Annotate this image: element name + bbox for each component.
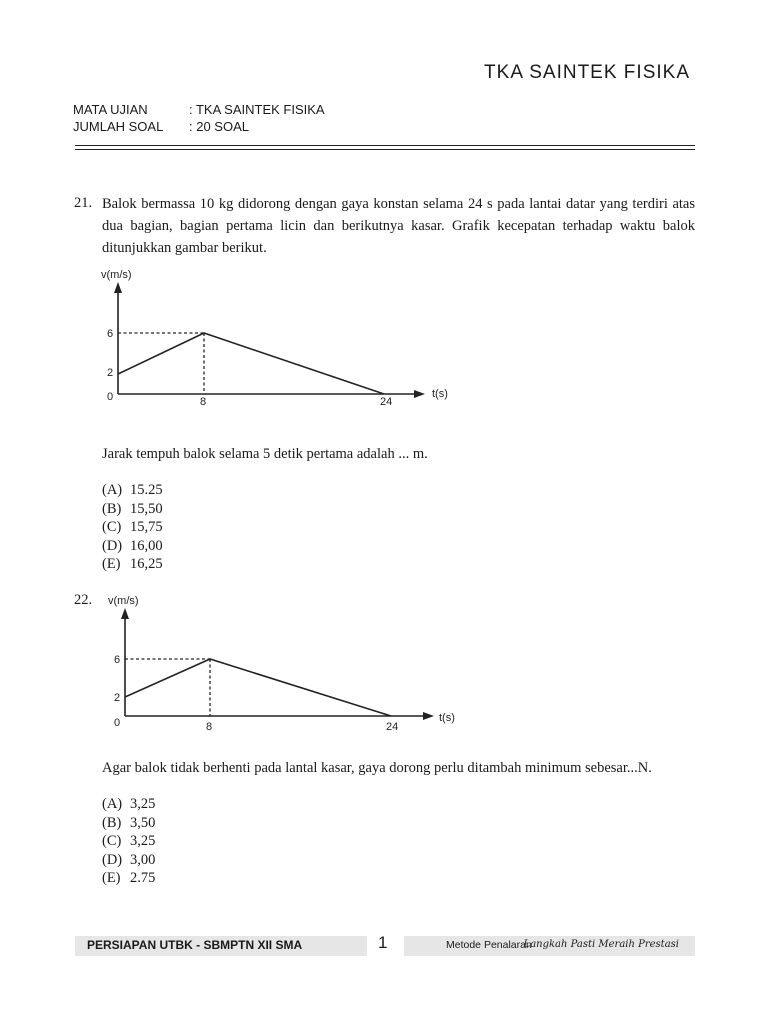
question-prompt: Jarak tempuh balok selama 5 detik pertama adalah ... m. xyxy=(102,446,428,462)
meta-value: : TKA SAINTEK FISIKA xyxy=(189,102,325,117)
y-axis-arrow xyxy=(121,608,129,619)
y-tick-6: 6 xyxy=(114,654,121,666)
option-a[interactable]: (A) 15.25 xyxy=(102,482,163,498)
velocity-line xyxy=(118,333,384,394)
y-tick-2: 2 xyxy=(114,692,121,704)
y-tick-6: 6 xyxy=(107,328,114,340)
question-text: Balok bermassa 10 kg didorong dengan gaya konstan selama 24 s pada lantai datar yang terdiri atas dua bagian, bagian pertama licin dan berikutnya kasar. Grafik kecepatan terhadap waktu balok ditunjukkan gambar berikut. xyxy=(102,196,695,256)
footer-right-bar xyxy=(404,936,695,956)
question-prompt: Agar balok tidak berhenti pada lantal kasar, gaya dorong perlu ditambah minimum sebesar...N. xyxy=(102,760,652,776)
x-axis-arrow xyxy=(414,390,425,398)
answer-options xyxy=(102,795,155,888)
footer-course-label: PERSIAPAN UTBK - SBMPTN XII SMA xyxy=(87,938,303,952)
option-a[interactable]: (A) 3,25 xyxy=(102,796,156,812)
x-tick-8: 8 xyxy=(200,396,207,408)
x-tick-24: 24 xyxy=(386,721,399,733)
option-d[interactable]: (D) 16,00 xyxy=(102,537,163,554)
option-e[interactable]: (E) 16,25 xyxy=(102,556,163,573)
option-d[interactable]: (D) 3,00 xyxy=(102,851,156,868)
option-b[interactable]: (B) 15,50 xyxy=(102,500,163,517)
velocity-line xyxy=(125,659,391,716)
origin-label: 0 xyxy=(114,717,121,729)
x-axis-arrow xyxy=(423,712,434,720)
x-axis-label: t(s) xyxy=(432,388,448,400)
option-c[interactable]: (C) 3,25 xyxy=(102,833,156,850)
option-b[interactable]: (B) 3,50 xyxy=(102,814,156,831)
x-tick-8: 8 xyxy=(206,721,213,733)
velocity-time-graph xyxy=(102,588,472,738)
option-e[interactable]: (E) 2.75 xyxy=(102,870,156,887)
answer-options xyxy=(102,481,163,574)
page-number: 1 xyxy=(378,933,388,952)
footer-method-label: Metode Penalaran xyxy=(446,939,532,951)
question-number: 21. xyxy=(74,195,93,211)
option-c[interactable]: (C) 15,75 xyxy=(102,519,163,536)
x-axis-label: t(s) xyxy=(439,712,455,724)
velocity-time-graph xyxy=(95,262,465,412)
meta-row-count xyxy=(73,119,249,134)
y-axis-label: v(m/s) xyxy=(101,269,132,281)
meta-key: MATA UJIAN xyxy=(73,102,148,117)
y-axis-label: v(m/s) xyxy=(108,595,139,607)
question-number: 22. xyxy=(74,592,93,608)
footer-slogan: Langkah Pasti Meraih Prestasi xyxy=(523,939,679,950)
header-divider xyxy=(75,145,695,150)
y-tick-2: 2 xyxy=(107,367,114,379)
footer-left-bar xyxy=(75,936,367,956)
y-axis-arrow xyxy=(114,282,122,293)
document-title: TKA SAINTEK FISIKA xyxy=(484,62,690,83)
x-tick-24: 24 xyxy=(380,396,393,408)
meta-row-subject xyxy=(73,102,325,117)
meta-value: : 20 SOAL xyxy=(189,119,249,134)
origin-label: 0 xyxy=(107,391,114,403)
meta-key: JUMLAH SOAL xyxy=(73,119,164,134)
